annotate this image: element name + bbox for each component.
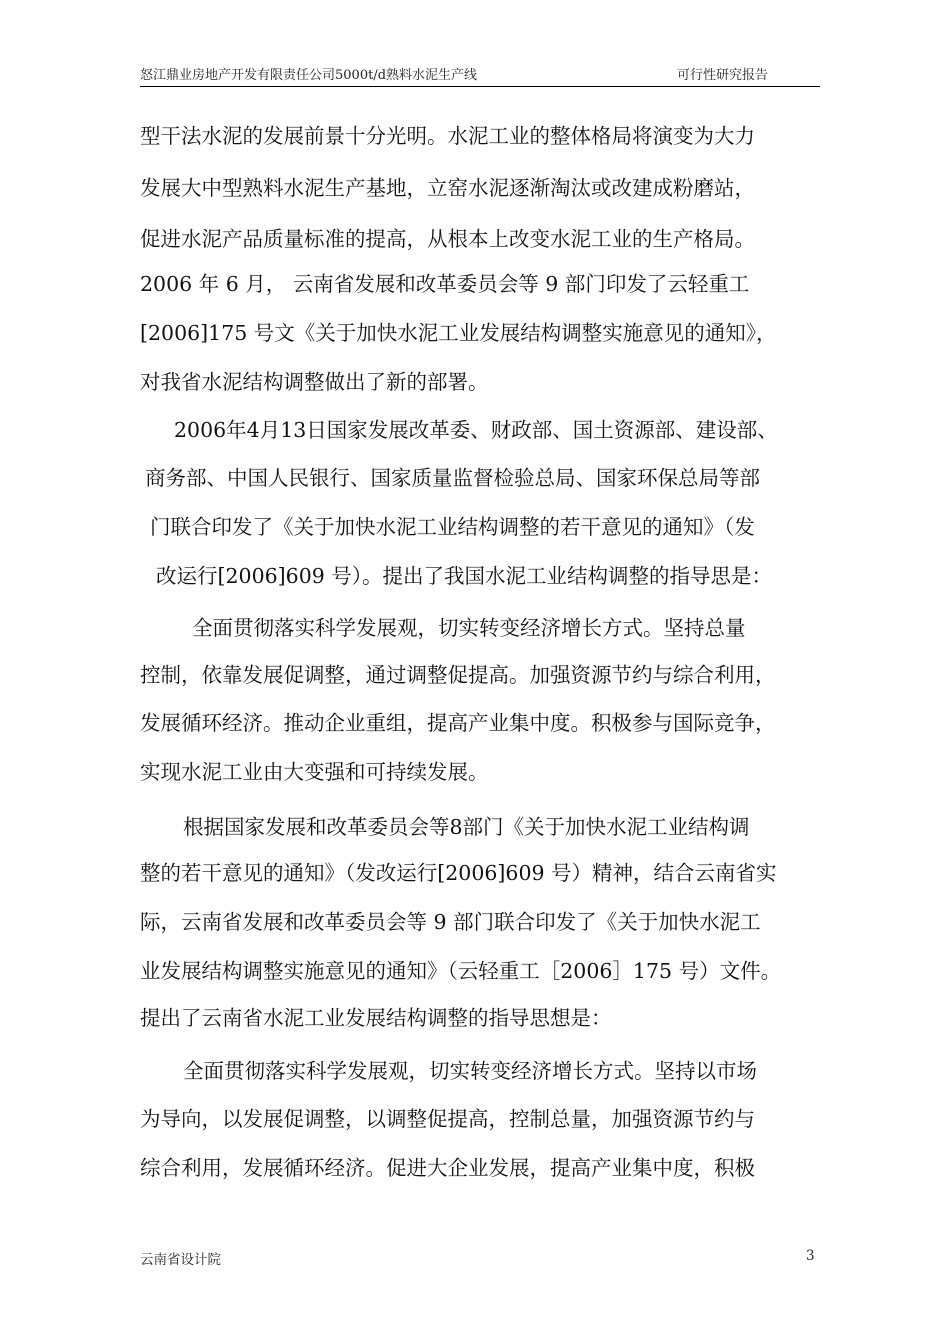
text-line: 提出了云南省水泥工业发展结构调整的指导思想是： — [140, 1006, 612, 1030]
text-line: 际，云南省发展和改革委员会等 9 部门联合印发了《关于加快水泥工 — [140, 910, 761, 934]
text-line: 全面贯彻落实科学发展观，切实转变经济增长方式。坚持以市场 — [183, 1059, 757, 1083]
text-line: 综合利用，发展循环经济。促进大企业发展，提高产业集中度，积极 — [140, 1156, 755, 1180]
footer-organization: 云南省设计院 — [140, 1252, 221, 1268]
text-line: 全面贯彻落实科学发展观，切实转变经济增长方式。坚持总量 — [192, 616, 746, 640]
text-line: 2006 年 6 月， 云南省发展和改革委员会等 9 部门印发了云轻重工 — [140, 272, 750, 296]
text-line: 型干法水泥的发展前景十分光明。水泥工业的整体格局将演变为大力 — [140, 124, 755, 148]
text-line: 发展大中型熟料水泥生产基地，立窑水泥逐渐淘汰或改建成粉磨站， — [140, 176, 755, 200]
text-line: [2006]175 号文《关于加快水泥工业发展结构调整实施意见的通知》， — [140, 321, 777, 345]
text-line: 商务部、中国人民银行、国家质量监督检验总局、国家环保总局等部 — [145, 466, 760, 490]
text-line: 促进水泥产品质量标准的提高，从根本上改变水泥工业的生产格局。 — [140, 227, 755, 251]
page-number: 3 — [806, 1248, 815, 1264]
text-line: 改运行[2006]609 号）。提出了我国水泥工业结构调整的指导思是： — [156, 564, 773, 588]
header-report-type: 可行性研究报告 — [677, 68, 769, 83]
text-line: 实现水泥工业由大变强和可持续发展。 — [140, 760, 489, 784]
text-line: 对我省水泥结构调整做出了新的部署。 — [140, 370, 489, 394]
text-line: 整的若干意见的通知》（发改运行[2006]609 号）精神，结合云南省实 — [140, 861, 777, 885]
text-line: 发展循环经济。推动企业重组，提高产业集中度。积极参与国际竞争， — [140, 711, 776, 735]
text-line: 2006年4月13日国家发展改革委、财政部、国土资源部、建设部、 — [174, 418, 778, 442]
text-line: 为导向，以发展促调整，以调整促提高，控制总量，加强资源节约与 — [140, 1107, 755, 1131]
text-line: 根据国家发展和改革委员会等8部门《关于加快水泥工业结构调 — [183, 815, 750, 839]
text-line: 门联合印发了《关于加快水泥工业结构调整的若干意见的通知》（发 — [150, 515, 755, 539]
text-line: 业发展结构调整实施意见的通知》（云轻重工［2006］175 号）文件。 — [140, 959, 782, 983]
header-project-title: 怒江鼎业房地产开发有限责任公司5000t/d熟料水泥生产线 — [140, 68, 478, 83]
text-line: 控制，依靠发展促调整，通过调整促提高。加强资源节约与综合利用， — [140, 663, 776, 687]
page-header — [140, 66, 820, 87]
